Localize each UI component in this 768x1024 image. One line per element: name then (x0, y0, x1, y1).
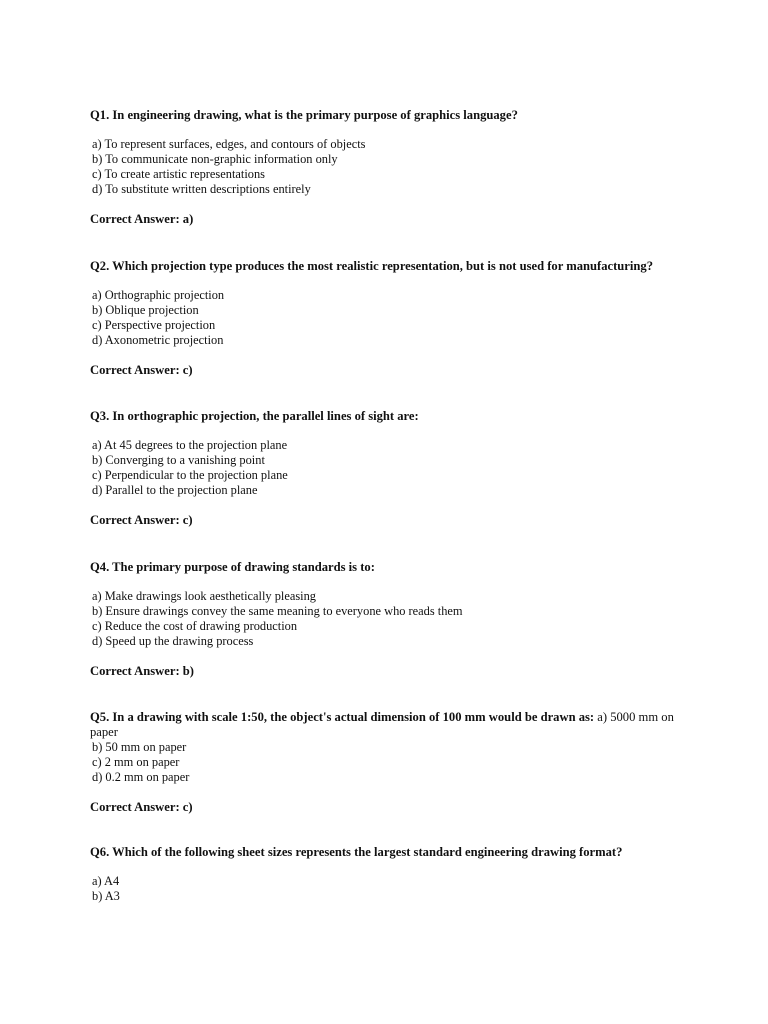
option-a: a) 5000 mm on paper (90, 710, 674, 739)
question-title-text: Q5. In a drawing with scale 1:50, the object's actual dimension of 100 mm would be drawn as: (90, 710, 595, 724)
option-b: b) A3 (92, 889, 120, 903)
question-title: Q4. The primary purpose of drawing standards is to: (90, 560, 375, 574)
question-title: Q2. Which projection type produces the most realistic representation, but is not used for manufacturing? (90, 259, 653, 273)
question-4 (90, 560, 690, 679)
option-a: a) At 45 degrees to the projection plane (92, 438, 288, 452)
question-title: Q6. Which of the following sheet sizes represents the largest standard engineering drawing format? (90, 845, 623, 859)
option-b: b) 50 mm on paper (92, 740, 187, 754)
question-2 (90, 259, 690, 378)
option-c: c) 2 mm on paper (92, 755, 180, 769)
options-list (90, 288, 690, 348)
question-title: Q1. In engineering drawing, what is the primary purpose of graphics language? (90, 108, 518, 122)
question-6 (90, 845, 690, 904)
options-list (90, 137, 690, 197)
option-d: d) 0.2 mm on paper (92, 770, 190, 784)
correct-answer: Correct Answer: c) (90, 363, 193, 377)
option-c: c) Perspective projection (92, 318, 216, 332)
option-a: a) A4 (92, 874, 120, 888)
option-c: c) To create artistic representations (92, 167, 265, 181)
question-3 (90, 409, 690, 528)
option-b: b) Ensure drawings convey the same meaning to everyone who reads them (92, 604, 463, 618)
correct-answer: Correct Answer: c) (90, 513, 193, 527)
options-list (90, 589, 690, 649)
option-a: a) To represent surfaces, edges, and contours of objects (92, 137, 366, 151)
question-5 (90, 710, 690, 815)
option-d: d) To substitute written descriptions entirely (92, 182, 311, 196)
options-list (90, 740, 690, 785)
option-d: d) Speed up the drawing process (92, 634, 254, 648)
question-title: Q3. In orthographic projection, the parallel lines of sight are: (90, 409, 419, 423)
option-a: a) Orthographic projection (92, 288, 225, 302)
option-a: a) Make drawings look aesthetically pleasing (92, 589, 316, 603)
correct-answer: Correct Answer: b) (90, 664, 194, 678)
question-1 (90, 108, 690, 227)
correct-answer: Correct Answer: a) (90, 212, 194, 226)
options-list (90, 874, 690, 904)
option-b: b) Converging to a vanishing point (92, 453, 265, 467)
option-b: b) Oblique projection (92, 303, 199, 317)
option-d: d) Axonometric projection (92, 333, 224, 347)
option-d: d) Parallel to the projection plane (92, 483, 258, 497)
correct-answer: Correct Answer: c) (90, 800, 193, 814)
option-b: b) To communicate non-graphic information only (92, 152, 338, 166)
option-c: c) Perpendicular to the projection plane (92, 468, 288, 482)
question-title (90, 710, 690, 740)
options-list (90, 438, 690, 498)
option-c: c) Reduce the cost of drawing production (92, 619, 298, 633)
